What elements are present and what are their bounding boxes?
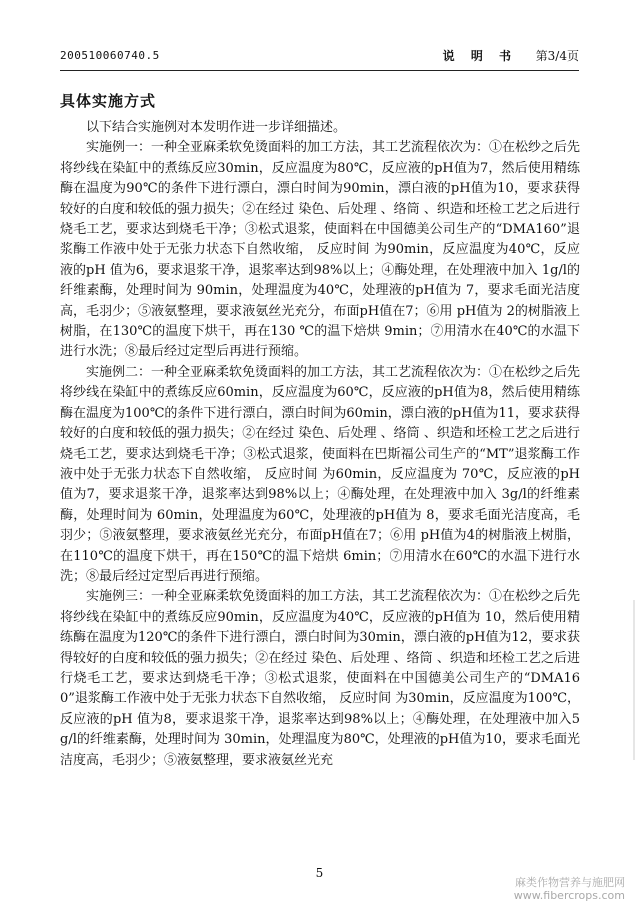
page-header — [60, 46, 579, 66]
example-three-paragraph: 实施例三：一种全亚麻柔软免烫面料的加工方法，其工艺流程依次为：①在松纱之后先将纱线在染缸中的煮练反应90min，反应温度为40℃，反应液的pH值为 10，然后使用精练酶在温度为120℃的条件下进行漂白，漂白时间为30min，漂白液的pH值为12，要求获得较好的白度和较低的强力损失；②在经过 染色、后处理 、络筒 、织造和坯检工艺之后进行烧毛工艺，要求达到烧毛干净；③松式退浆，使面料在中国德美公司生产的“DMA160”退浆酶工作液中处于无张力状态下自然收缩， 反应时间 为30min，反应温度为100℃，反应液的pH 值为8，要求退浆干净，退浆率达到98%以上；④酶处理，在处理液中加入5g/l的纤维素酶，处理时间为 30min，处理温度为80℃，处理液的pH值为10，要求毛面光洁度高，毛羽少；⑤液氨整理，要求液氨丝光充 — [60, 589, 581, 768]
scan-edge-mark — [633, 600, 635, 760]
example-one-paragraph: 实施例一：一种全亚麻柔软免烫面料的加工方法，其工艺流程依次为：①在松纱之后先将纱线在染缸中的煮练反应30min，反应温度为80℃，反应液的pH值为7，然后使用精练酶在温度为90℃的条件下进行漂白，漂白时间为90min，漂白液的pH值为10，要求获得较好的白度和较低的强力损失；②在经过 染色、后处理 、络筒 、织造和坯检工艺之后进行烧毛工艺，要求达到烧毛干净；③松式退浆，使面料在中国德美公司生产的“DMA160”退浆酶工作液中处于无张力状态下自然收缩， 反应时间 为90min，反应温度为40℃，反应液的pH 值为6，要求退浆干净，退浆率达到98%以上；④酶处理，在处理液中加入 1g/l的纤维素酶，处理时间为 90min，处理温度为40℃，处理液的pH值为 7，要求毛面光洁度高，毛羽少；⑤液氨整理，要求液氨丝光充分，布面pH值在7；⑥用 pH值为 2的树脂液上树脂，在130℃的温度下烘干，再在130 ℃的温下焙烘 9min；⑦用清水在40℃的水温下进行水洗；⑧最后经过定型后再进行预缩。 — [60, 140, 581, 360]
watermark-title: 麻类作物营养与施肥网 — [515, 876, 625, 889]
document-type-label: 说 明 书 — [442, 49, 517, 63]
example-two-paragraph: 实施例二：一种全亚麻柔软免烫面料的加工方法，其工艺流程依次为：①在松纱之后先将纱线在染缸中的煮练反应60min，反应温度为60℃，反应液的pH值为8，然后使用精练酶在温度为100℃的条件下进行漂白，漂白时间为60min，漂白液的pH值为11，要求获得较好的白度和较低的强力损失；②在经过 染色、后处理 、络筒 、织造和坯检工艺之后进行烧毛工艺，要求达到烧毛干净；③松式退浆，使面料在巴斯福公司生产的“MT”退浆酶工作液中处于无张力状态下自然收缩， 反应时间 为60min，反应温度为 70℃，反应液的pH 值为7，要求退浆干净，退浆率达到98%以上；④酶处理，在处理液中加入 3g/l的纤维素酶，处理时间为 60min，处理温度为60℃，处理液的pH值为 8，要求毛面光洁度高，毛羽少；⑤液氨整理，要求液氨丝光充分，布面pH值在7；⑥用 pH值为4的树脂液上树脂，在110℃的温度下烘干，再在150℃的温下焙烘 6min；⑦用清水在60℃的水温下进行水洗；⑧最后经过定型后再进行预缩。 — [60, 364, 581, 584]
intro-paragraph: 以下结合实施例对本发明作进一步详细描述。 — [86, 120, 347, 135]
header-divider — [60, 70, 579, 71]
page-number: 5 — [315, 866, 324, 880]
site-watermark — [514, 876, 625, 902]
watermark-url: www.fibercrops.com — [513, 889, 625, 902]
section-heading: 具体实施方式 — [60, 92, 157, 110]
document-body — [60, 90, 580, 771]
page-indicator: 第3/4页 — [535, 49, 579, 63]
application-number: 200510060740.5 — [60, 49, 160, 62]
